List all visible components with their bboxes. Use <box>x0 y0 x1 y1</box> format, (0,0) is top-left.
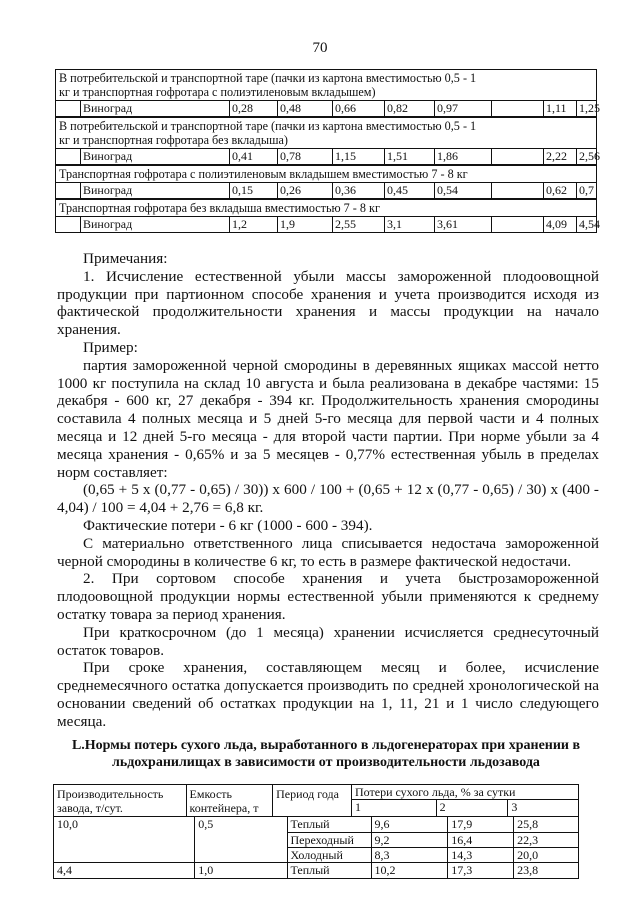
paragraph: При сроке хранения, составляющем месяц и более, исчисление среднемесячного остатка допускается производить по средней хронологической на основании сведений об остатках продукции на 1, 11, 21 и 1 число следующего месяца. <box>57 659 599 730</box>
paragraph: С материально ответственного лица списывается недостача замороженной черной смородины в количестве 6 кг, то есть в размере фактической недостачи. <box>57 534 599 570</box>
table-cell: 2,22 <box>543 149 576 164</box>
table-row <box>54 847 578 862</box>
table-cell <box>491 183 543 198</box>
value-cell: 14,3 <box>447 847 513 862</box>
capacity-cell <box>194 832 286 847</box>
table-cell <box>491 101 543 116</box>
column-header-productivity: Производительность завода, т/сут. <box>57 787 164 815</box>
table-cell: 0,7 <box>576 183 596 198</box>
table-cell <box>56 183 80 198</box>
table-row <box>56 101 600 117</box>
table-cell: 0,15 <box>229 183 277 198</box>
table-cell: 0,48 <box>277 101 332 116</box>
value-cell: 8,3 <box>371 847 448 862</box>
product-cell: Виноград <box>80 183 229 198</box>
subheader-row <box>352 800 578 816</box>
table-cell: 2,56 <box>576 149 596 164</box>
table-cell: 1,25 <box>576 101 596 116</box>
table-row <box>54 862 578 878</box>
paragraph: партия замороженной черной смородины в деревянных ящиках массой нетто 1000 кг поступила на склад 10 августа и была реализована в декабре частями: 15 декабря - 600 кг, 27 декабря - 394 кг. Продолжительность хранения смородины составила 4 полных месяца и 5 дней 5-го месяца для первой части и 4 полных месяца и 12 дней 5-го месяца - для второй части партии. При норме убыли за 4 месяца хранения - 0,65% и за 5 месяцев - 0,77% естественная убыль в пределах норм составляет: <box>57 356 599 481</box>
table-cell <box>56 101 80 116</box>
value-cell: 22,3 <box>513 832 578 847</box>
table-row <box>56 183 596 199</box>
value-cell: 16,4 <box>447 832 513 847</box>
table-cell: 3,1 <box>384 217 434 232</box>
table-cell: 0,82 <box>384 101 434 116</box>
table-cell: 1,51 <box>384 149 434 164</box>
notes-heading: Примечания: <box>83 250 168 267</box>
productivity-cell: 10,0 <box>57 817 78 831</box>
losses-table <box>55 69 600 233</box>
table-row <box>54 832 578 847</box>
value-cell: 17,3 <box>447 863 513 878</box>
value-cell: 9,2 <box>371 832 448 847</box>
column-header-capacity: Емкость контейнера, т <box>186 785 273 816</box>
table-row <box>54 816 578 832</box>
paragraph: При краткосрочном (до 1 месяца) хранении исчисляется среднесуточный остаток товаров. <box>57 623 599 659</box>
value-cell: 17,9 <box>447 817 513 832</box>
table-cell <box>491 149 543 164</box>
table-header-row <box>54 785 578 816</box>
table-cell: 0,62 <box>543 183 576 198</box>
table-cell: 1,11 <box>543 101 576 116</box>
dry-ice-table <box>53 784 579 879</box>
capacity-cell: 1,0 <box>194 863 286 878</box>
table-group-header: В потребительской и транспортной таре (пачки из картона вместимостью 0,5 - 1 кг и транспортная гофротара с полиэтиленовым вкладышем) <box>56 70 596 101</box>
table-cell: 0,36 <box>332 183 384 198</box>
product-cell: Виноград <box>80 101 229 116</box>
column-header-losses: Потери сухого льда, % за сутки <box>352 785 578 800</box>
table-group-header: В потребительской и транспортной таре (пачки из картона вместимостью 0,5 - 1 кг и транспортная гофротара без вкладыша) <box>56 117 596 149</box>
table-cell: 4,09 <box>543 217 576 232</box>
period-cell: Переходный <box>287 832 371 847</box>
capacity-cell <box>194 847 286 862</box>
table-cell <box>56 217 80 232</box>
table-cell: 1,86 <box>434 149 491 164</box>
period-cell: Холодный <box>287 847 371 862</box>
productivity-cell: 4,4 <box>57 863 72 877</box>
subheader-2: 2 <box>436 800 508 816</box>
value-cell: 23,8 <box>513 863 578 878</box>
paragraph: Фактические потери - 6 кг (1000 - 600 - 394). <box>83 516 373 534</box>
table-cell: 4,54 <box>576 217 596 232</box>
subheader-1: 1 <box>355 800 361 814</box>
table-cell <box>56 149 80 164</box>
table-cell: 1,2 <box>229 217 277 232</box>
table-cell: 0,78 <box>277 149 332 164</box>
table-group-header: Транспортная гофротара без вкладыша вместимостью 7 - 8 кг <box>56 199 596 217</box>
product-cell: Виноград <box>80 217 229 232</box>
table-group-header: Транспортная гофротара с полиэтиленовым вкладышем вместимостью 7 - 8 кг <box>56 165 596 183</box>
table-cell: 0,26 <box>277 183 332 198</box>
value-cell: 25,8 <box>513 817 578 832</box>
table-cell <box>491 217 543 232</box>
period-cell: Теплый <box>287 863 371 878</box>
productivity-cell <box>54 847 194 862</box>
formula: (0,65 + 5 x (0,77 - 0,65) / 30)) x 600 / 100 + (0,65 + 12 x (0,77 - 0,65) / 30) x (400 - 4,04) / 100 = 4,04 + 2,76 = 6,8 кг. <box>57 481 599 517</box>
subheader-3: 3 <box>507 800 578 816</box>
notes-text <box>57 250 599 731</box>
paragraph: 1. Исчисление естественной убыли массы замороженной плодоовощной продукции при партионном способе хранения и учета производится исходя из фактической продолжительности хранения и массы продукции на начало хранения. <box>57 267 599 339</box>
table-cell: 0,41 <box>229 149 277 164</box>
table-cell: 2,55 <box>332 217 384 232</box>
section-heading: L.Нормы потерь сухого льда, выработанного в льдогенераторах при хранении в льдохранилищах в зависимости от производительности льдозавода <box>71 738 581 770</box>
table-row <box>56 149 600 165</box>
page-number: 70 <box>312 40 328 56</box>
value-cell: 9,6 <box>371 817 448 832</box>
table-cell: 0,54 <box>434 183 491 198</box>
table-cell: 0,97 <box>434 101 491 116</box>
example-heading: Пример: <box>83 338 138 356</box>
value-cell: 10,2 <box>371 863 448 878</box>
table-cell: 0,28 <box>229 101 277 116</box>
capacity-cell: 0,5 <box>194 817 286 832</box>
table-cell: 3,61 <box>434 217 491 232</box>
table-cell: 0,45 <box>384 183 434 198</box>
table-cell: 0,66 <box>332 101 384 116</box>
table-row <box>56 217 600 232</box>
value-cell: 20,0 <box>513 847 578 862</box>
paragraph: 2. При сортовом способе хранения и учета быстрозамороженной плодоовощной продукции нормы естественной убыли применяются к среднему остатку товара за период хранения. <box>57 570 599 623</box>
column-header-losses-group <box>351 785 578 816</box>
table-cell: 1,15 <box>332 149 384 164</box>
table-cell: 1,9 <box>277 217 332 232</box>
product-cell: Виноград <box>80 149 229 164</box>
productivity-cell <box>54 832 194 847</box>
column-header-period: Период года <box>272 785 351 816</box>
period-cell: Теплый <box>287 817 371 832</box>
